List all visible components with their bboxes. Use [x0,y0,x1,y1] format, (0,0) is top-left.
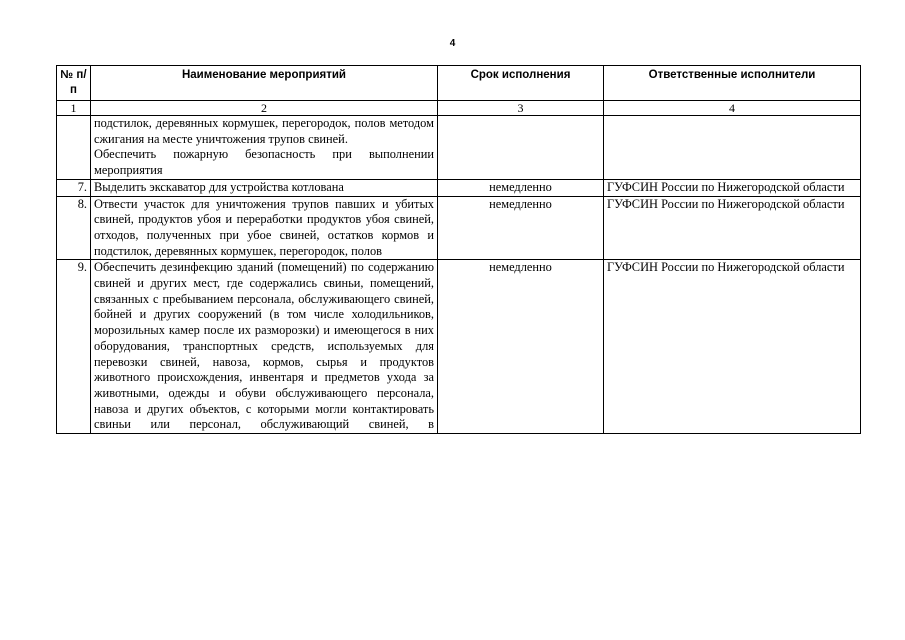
measure-text: Отвести участок для уничтожения трупов павших и убитых свиней, продуктов убоя и переработки продуктов убоя свиней, отходов, полученных при убое свиней, остатков кормов и подстилок, деревянных кормушек, перегородок, полов [91,196,438,260]
row-number [57,116,91,180]
row-number: 9. [57,260,91,434]
header-name: Наименование мероприятий [91,66,438,101]
column-index: 2 [91,101,438,116]
term-cell [438,116,604,180]
table-row [57,116,861,180]
responsible-cell: ГУФСИН России по Нижегородской области [604,260,861,434]
page-number: 4 [449,38,456,49]
responsible-cell: ГУФСИН России по Нижегородской области [604,196,861,260]
column-index: 4 [604,101,861,116]
measure-text-part: подстилок, деревянных кормушек, перегородок, полов методом сжигания на месте уничтожения трупов свиней. [94,116,434,146]
measure-text: Выделить экскаватор для устройства котлована [91,179,438,196]
table-header-row [57,66,861,101]
term-cell: немедленно [438,196,604,260]
row-number: 8. [57,196,91,260]
responsible-cell [604,116,861,180]
measure-text: Обеспечить дезинфекцию зданий (помещений) по содержанию свиней и других мест, где содержались свиньи, помещений, связанных с пребыванием персонала, обслуживающего свиней, бойней и других сооружений (в том числе холодильников, морозильных камер после их разморозки) и имеющегося в них оборудования, транспортных средств, используемых для перевозки свиней, навоза, кормов, сырья и продуктов животного происхождения, инвентаря и предметов ухода за животными, одежды и обуви обслуживающего персонала, навоза и других объектов, с которыми могли контактировать свиньи или персонал, обслуживающий свиней, в [91,260,438,434]
table-row [57,179,861,196]
header-responsible: Ответственные исполнители [604,66,861,101]
header-num: № п/п [57,66,91,101]
table-row [57,196,861,260]
column-index: 1 [57,101,91,116]
responsible-cell: ГУФСИН России по Нижегородской области [604,179,861,196]
measure-text-part: Обеспечить пожарную безопасность при выполнении мероприятия [94,147,434,178]
term-cell: немедленно [438,260,604,434]
table-row [57,260,861,434]
term-cell: немедленно [438,179,604,196]
column-index-row [57,101,861,116]
row-number: 7. [57,179,91,196]
header-term: Срок исполнения [438,66,604,101]
measures-table [56,65,861,434]
measure-text [91,116,438,180]
column-index: 3 [438,101,604,116]
